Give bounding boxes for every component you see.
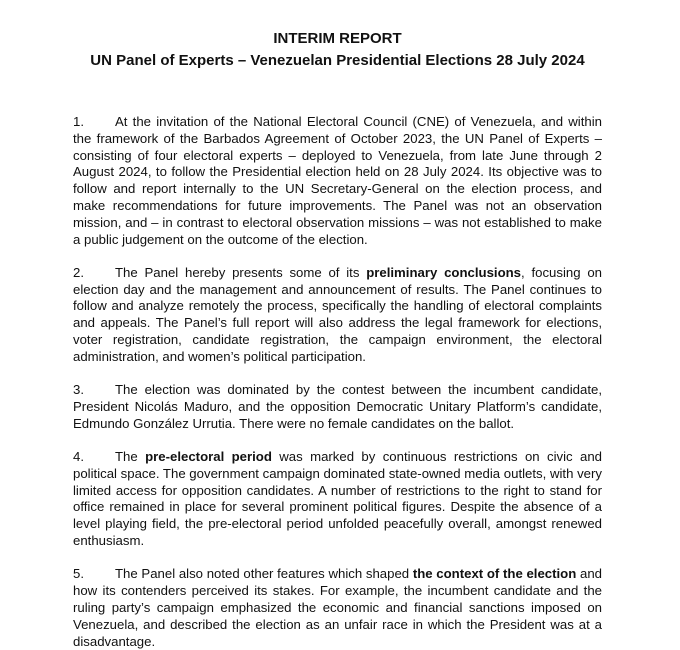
report-subtitle: UN Panel of Experts – Venezuelan Presidential Elections 28 July 2024 bbox=[90, 52, 585, 69]
report-title: INTERIM REPORT bbox=[273, 30, 402, 47]
paragraph-number: 3. bbox=[73, 382, 84, 398]
paragraph-emphasis: the context of the election bbox=[412, 566, 577, 582]
paragraph-number: 1. bbox=[73, 114, 84, 129]
paragraph-text: , focusing on election day and the management and announcement of results. The Panel continues to follow and analyze remotely the process, specifically the handling of electoral complaints and appeals. The Panel’s full report will also address the legal framework for elections, voter registration, candidate registration, the campaign environment, the electoral administration, and women’s political participation. bbox=[73, 264, 603, 364]
paragraph-2 bbox=[73, 265, 602, 366]
paragraph-3 bbox=[73, 382, 602, 432]
paragraph-text: The Panel hereby presents some of its bbox=[115, 264, 367, 280]
paragraph-5 bbox=[73, 566, 602, 650]
paragraph-emphasis: preliminary conclusions bbox=[366, 264, 522, 280]
paragraph-4 bbox=[73, 449, 602, 550]
paragraph-text: The Panel also noted other features which shaped bbox=[115, 566, 413, 582]
paragraph-text: At the invitation of the National Electoral Council (CNE) of Venezuela, and within the framework of the Barbados Agreement of October 2023, the UN Panel of Experts – consisting of four electoral experts – deployed to Venezuela, from late June through 2 August 2024, to follow the Presidential election held on 28 July 2024. Its objective was to follow and report internally to the UN Secretary-General on the election process, and make recommendations for future improvements. The Panel was not an observation mission, and – in contrast to electoral observation missions – was not established to make a public judgement on the outcome of the election. bbox=[73, 114, 602, 247]
paragraph-number: 2. bbox=[73, 264, 84, 280]
paragraph-text: The bbox=[115, 449, 146, 465]
title-block bbox=[73, 28, 602, 72]
paragraph-text: was marked by continuous restrictions on civic and political space. The government campaign dominated state-owned media outlets, with very limited access for opposition candidates. A number of restrictions to the right to stand for office remained in place for several prominent political figures. Despite the absence of a level playing field, the pre-electoral period unfolded peacefully overall, amongst renewed enthusiasm. bbox=[73, 449, 603, 549]
paragraph-number: 4. bbox=[73, 449, 84, 465]
paragraph-text: The election was dominated by the contest between the incumbent candidate, President Nicolás Maduro, and the opposition Democratic Unitary Platform’s candidate, Edmundo González Urrutia. There were no female candidates on the ballot. bbox=[73, 382, 602, 431]
paragraph-1 bbox=[73, 114, 602, 248]
paragraph-emphasis: pre-electoral period bbox=[145, 449, 272, 465]
paragraph-text: and how its contenders perceived its stakes. For example, the incumbent candidate and the ruling party’s campaign emphasized the economic and financial sanctions imposed on Venezuela, and described the election as an unfair race in which the President was at a disadvantage. bbox=[73, 566, 602, 649]
paragraph-number: 5. bbox=[73, 566, 84, 582]
